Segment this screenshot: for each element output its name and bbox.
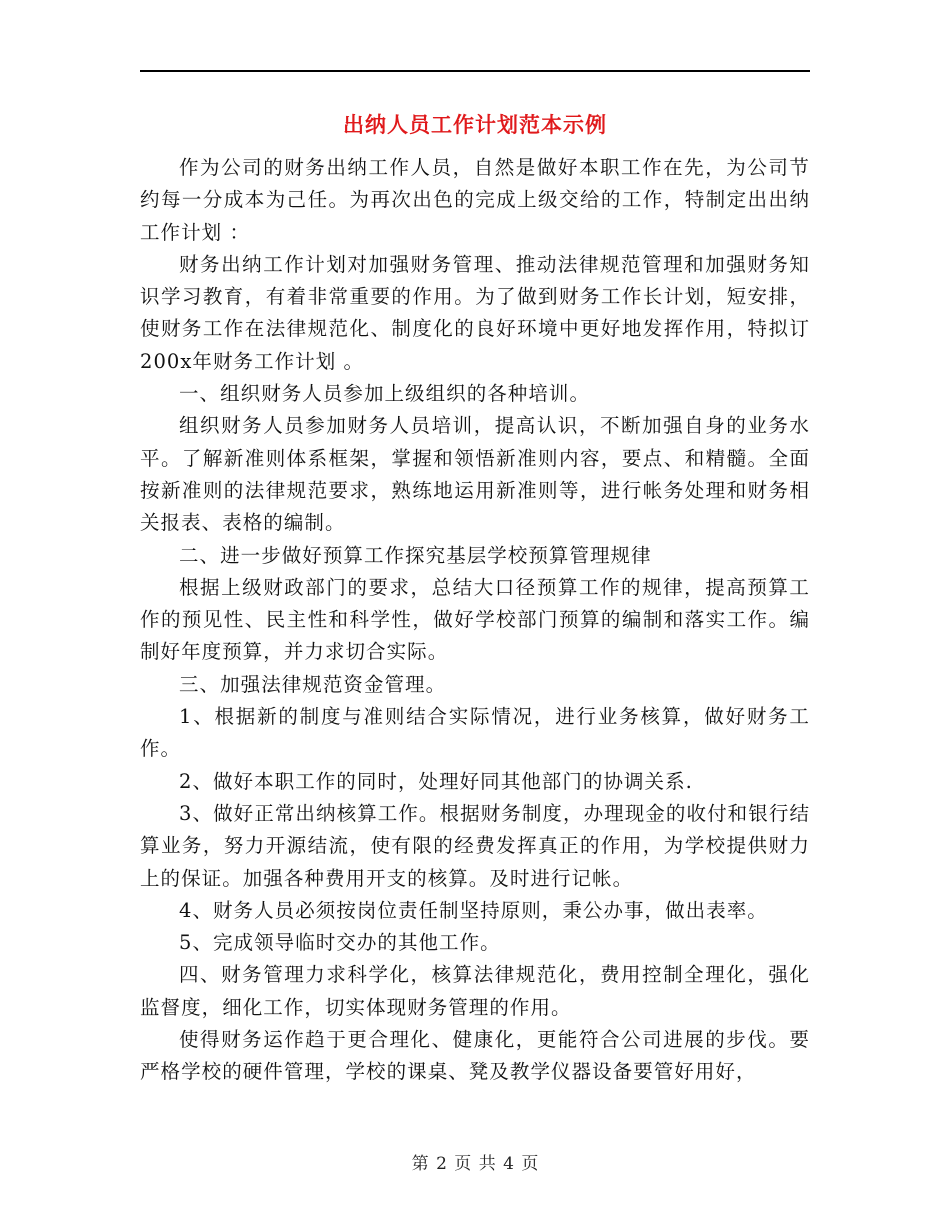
paragraph: 组织财务人员参加财务人员培训，提高认识，不断加强自身的业务水平。了解新准则体系框架，掌握和领悟新准则内容，要点、和精髓。全面按新准则的法律规范要求，熟练地运用新准则等，进行帐务处理和财务相关报表、表格的编制。 <box>140 414 810 535</box>
paragraph: 根据上级财政部门的要求，总结大口径预算工作的规律，提高预算工作的预见性、民主性和科学性，做好学校部门预算的编制和落实工作。编制好年度预算，并力求切合实际。 <box>140 575 810 664</box>
list-item: 2、做好本职工作的同时，处理好同其他部门的协调关系. <box>179 769 693 793</box>
list-item: 5、完成领导临时交办的其他工作。 <box>179 931 501 955</box>
list-item: 4、财务人员必须按岗位责任制坚持原则，秉公办事，做出表率。 <box>179 898 768 922</box>
section-heading: 四、财务管理力求科学化，核算法律规范化，费用控制全理化，强化监督度，细化工作，切实体现财务管理的作用。 <box>140 963 810 1019</box>
paragraph: 作为公司的财务出纳工作人员，自然是做好本职工作在先，为公司节约每一分成本为己任。为再次出色的完成上级交给的工作，特制定出出纳工作计划 ： <box>140 156 810 244</box>
document-title: 出纳人员工作计划范本示例 <box>343 112 607 137</box>
list-item: 1、根据新的制度与准则结合实际情况，进行业务核算，做好财务工作。 <box>140 705 810 761</box>
document-body <box>140 152 810 1089</box>
section-heading: 二、进一步做好预算工作探究基层学校预算管理规律 <box>179 543 652 567</box>
paragraph: 使得财务运作趋于更合理化、健康化，更能符合公司进展的步伐。要严格学校的硬件管理，学校的课桌、凳及教学仪器设备要管好用好， <box>140 1028 810 1084</box>
section-heading: 一、组织财务人员参加上级组织的各种培训。 <box>179 382 591 406</box>
list-item: 3、做好正常出纳核算工作。根据财务制度，办理现金的收付和银行结算业务，努力开源结流，使有限的经费发挥真正的作用，为学校提供财力上的保证。加强各种费用开支的核算。及时进行记帐。 <box>140 801 810 890</box>
header-rule <box>140 70 810 72</box>
paragraph: 财务出纳工作计划对加强财务管理、推动法律规范管理和加强财务知识学习教育，有着非常重要的作用。为了做到财务工作长计划，短安排，使财务工作在法律规范化、制度化的良好环境中更好地发挥作用，特拟订200x年财务工作计划 。 <box>140 252 810 373</box>
section-heading: 三、加强法律规范资金管理。 <box>179 672 447 696</box>
page-number: 第 2 页 共 4 页 <box>411 1154 539 1174</box>
